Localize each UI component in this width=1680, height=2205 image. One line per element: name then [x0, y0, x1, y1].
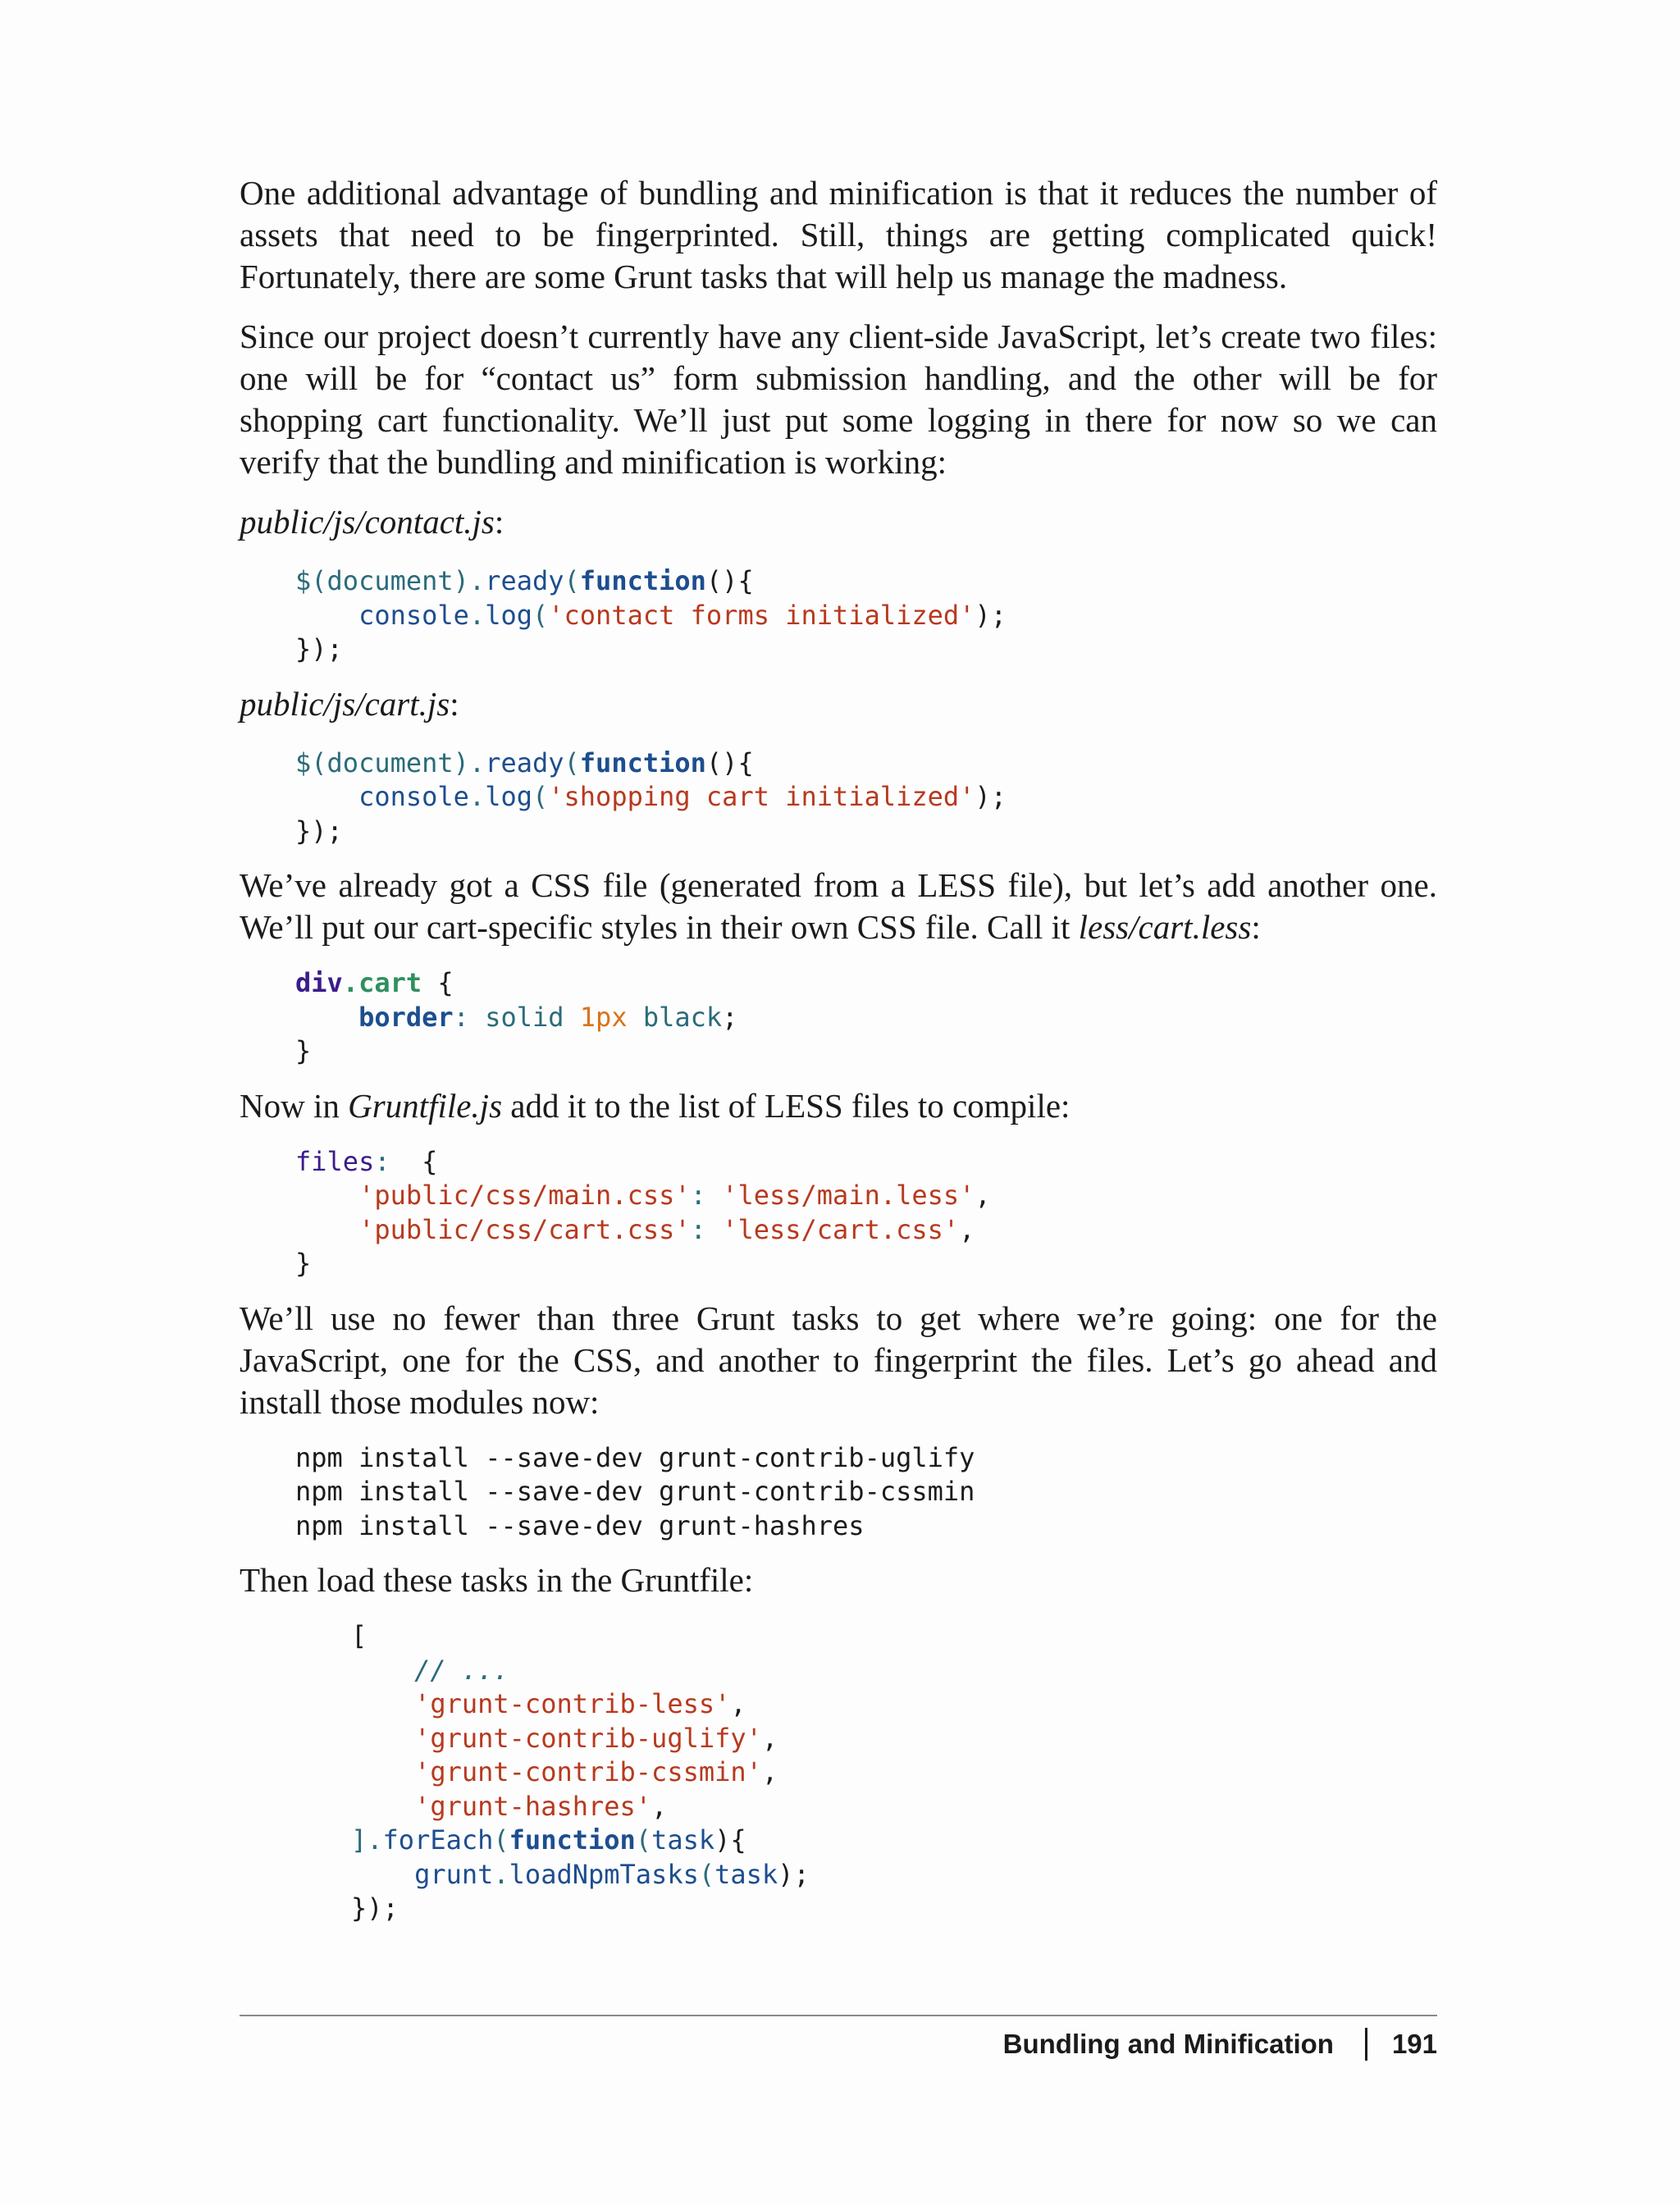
code-indent — [351, 1688, 414, 1719]
code-token: . — [493, 1858, 509, 1890]
code-block-contact-js — [295, 564, 1437, 667]
code-number: 1px — [579, 1001, 628, 1033]
code-token: ( — [493, 1824, 509, 1856]
code-token: document — [326, 565, 454, 596]
code-token: ); — [778, 1858, 810, 1890]
caption-colon: : — [450, 684, 459, 723]
code-line: npm install --save-dev grunt-contrib-uglify — [295, 1441, 975, 1473]
code-string: 'contact forms initialized' — [548, 599, 975, 631]
code-comment: // ... — [414, 1654, 509, 1686]
code-token: function — [509, 1824, 636, 1856]
code-block-load-tasks — [351, 1619, 1437, 1926]
code-token: ]. — [351, 1824, 383, 1856]
code-token: (){ — [705, 565, 754, 596]
code-string: 'grunt-contrib-cssmin' — [414, 1756, 762, 1787]
running-footer — [1003, 2028, 1437, 2061]
code-string: 'grunt-hashres' — [414, 1790, 652, 1822]
code-string: 'public/css/cart.css' — [358, 1213, 691, 1245]
code-indent — [295, 1002, 358, 1033]
code-token: : — [453, 1001, 486, 1033]
code-indent — [295, 1180, 358, 1211]
code-string: 'shopping cart initialized' — [548, 781, 975, 812]
text: Now in — [240, 1086, 349, 1125]
code-token: , — [730, 1688, 746, 1719]
code-token: function — [579, 746, 706, 778]
code-block-npm-install — [295, 1441, 1437, 1544]
code-string: 'less/main.less' — [722, 1180, 975, 1211]
filename-cart-js: public/js/cart.js — [240, 684, 450, 723]
code-indent — [351, 1723, 414, 1754]
code-block-cart-less — [295, 966, 1437, 1069]
caption-colon: : — [494, 503, 504, 541]
code-block-cart-js — [295, 746, 1437, 849]
code-token: ( — [564, 565, 580, 596]
code-indent — [351, 1859, 414, 1890]
code-token: ); — [975, 599, 1007, 631]
code-token: log — [485, 781, 532, 812]
filename-cart-less: less/cart.less — [1078, 908, 1252, 946]
code-token: ); — [975, 781, 1007, 812]
code-indent — [295, 781, 358, 812]
code-string: 'less/cart.css' — [722, 1213, 960, 1245]
code-token: }); — [295, 815, 343, 847]
code-token: files — [295, 1145, 375, 1177]
code-token: (){ — [705, 746, 754, 778]
code-space — [628, 1002, 643, 1033]
code-string: 'grunt-contrib-less' — [414, 1688, 731, 1719]
code-indent — [351, 1791, 414, 1822]
code-token: . — [468, 781, 486, 812]
caption-cart-js — [240, 683, 1437, 725]
code-token: task — [714, 1858, 778, 1890]
code-token: grunt — [414, 1858, 494, 1890]
footer-rule — [240, 2015, 1437, 2016]
page-number: 191 — [1391, 2029, 1437, 2059]
code-token: ready — [485, 746, 564, 778]
code-token: ( — [698, 1858, 715, 1890]
code-token: function — [579, 565, 706, 596]
filename-contact-js: public/js/contact.js — [240, 503, 495, 541]
code-token: ready — [485, 565, 564, 596]
code-token: log — [485, 599, 532, 631]
code-token: , — [651, 1790, 668, 1822]
code-indent — [295, 600, 358, 631]
code-token: { — [405, 1145, 438, 1177]
code-token: $( — [295, 565, 327, 596]
code-token: : — [374, 1145, 406, 1177]
filename-gruntfile: Gruntfile.js — [348, 1086, 503, 1125]
code-indent — [351, 1655, 414, 1686]
code-token: black — [642, 1001, 723, 1033]
paragraph-client-side-files: Since our project doesn’t currently have any client-side JavaScript, let’s create two files: one will be for “contact us” form submission handling, and the other will be for shopping cart functionality. We’ll just put some logging in there for now so we can verify that the bundling and minification is working: — [240, 317, 1437, 481]
code-token: ). — [453, 565, 486, 596]
code-string: 'public/css/main.css' — [358, 1180, 691, 1211]
code-token: , — [959, 1213, 975, 1245]
code-token: ){ — [714, 1824, 746, 1856]
code-token: [ — [351, 1620, 368, 1651]
paragraph-three-tasks: We’ll use no fewer than three Grunt tasks to get where we’re going: one for the JavaScript, one for the CSS, and another to fingerprint the files. Let’s go ahead and install those modules now: — [240, 1299, 1437, 1421]
code-token: ( — [532, 599, 549, 631]
code-token: solid — [485, 1001, 564, 1033]
text: : — [1251, 908, 1261, 946]
code-token: loadNpmTasks — [509, 1858, 699, 1890]
code-space — [564, 1002, 580, 1033]
code-token: task — [651, 1824, 715, 1856]
caption-contact-js — [240, 501, 1437, 543]
code-token: console — [358, 781, 469, 812]
code-indent — [295, 1214, 358, 1245]
code-token: , — [761, 1722, 778, 1754]
code-line: npm install --save-dev grunt-contrib-cssmin — [295, 1476, 975, 1507]
code-token: ( — [635, 1824, 652, 1856]
code-token: } — [295, 1248, 312, 1279]
text: add it to the list of LESS files to compile: — [502, 1086, 1071, 1125]
code-token: border — [358, 1001, 454, 1033]
code-token: document — [326, 746, 454, 778]
code-token: { — [422, 967, 454, 998]
text: We’ve already got a CSS file (generated from a LESS file), but let’s add another one. We’ll put our cart-specific styles in their own CSS file. Call it — [240, 866, 1437, 946]
code-token: : — [690, 1213, 723, 1245]
code-token: ). — [453, 746, 486, 778]
code-token: ; — [722, 1001, 738, 1033]
code-token: forEach — [382, 1824, 494, 1856]
code-line: npm install --save-dev grunt-hashres — [295, 1509, 865, 1541]
code-token: . — [468, 599, 486, 631]
code-token: }); — [351, 1892, 399, 1924]
code-token: : — [690, 1180, 723, 1211]
footer-separator — [1365, 2028, 1367, 2061]
paragraph-gruntfile — [240, 1085, 1437, 1127]
code-token: $( — [295, 746, 327, 778]
code-indent — [351, 1756, 414, 1787]
paragraph-load-tasks: Then load these tasks in the Gruntfile: — [240, 1561, 754, 1599]
code-token: ( — [564, 746, 580, 778]
paragraph-bundling-advantage: One additional advantage of bundling and minification is that it reduces the number of assets that need to be fingerprinted. Still, things are getting complicated quick! Fortunately, there are some Grunt tasks that will help us manage the madness. — [240, 174, 1437, 295]
code-token: console — [358, 599, 469, 631]
code-token: , — [975, 1180, 991, 1211]
page-content — [240, 172, 1437, 1942]
footer-section-title: Bundling and Minification — [1002, 2029, 1334, 2059]
code-token: ( — [532, 781, 549, 812]
code-token: div — [295, 967, 343, 998]
code-token: .cart — [342, 967, 422, 998]
code-token: }); — [295, 633, 343, 664]
code-token: } — [295, 1035, 312, 1066]
code-token: , — [761, 1756, 778, 1787]
paragraph-css-file — [240, 865, 1437, 948]
code-string: 'grunt-contrib-uglify' — [414, 1722, 762, 1754]
code-block-files — [295, 1145, 1437, 1281]
